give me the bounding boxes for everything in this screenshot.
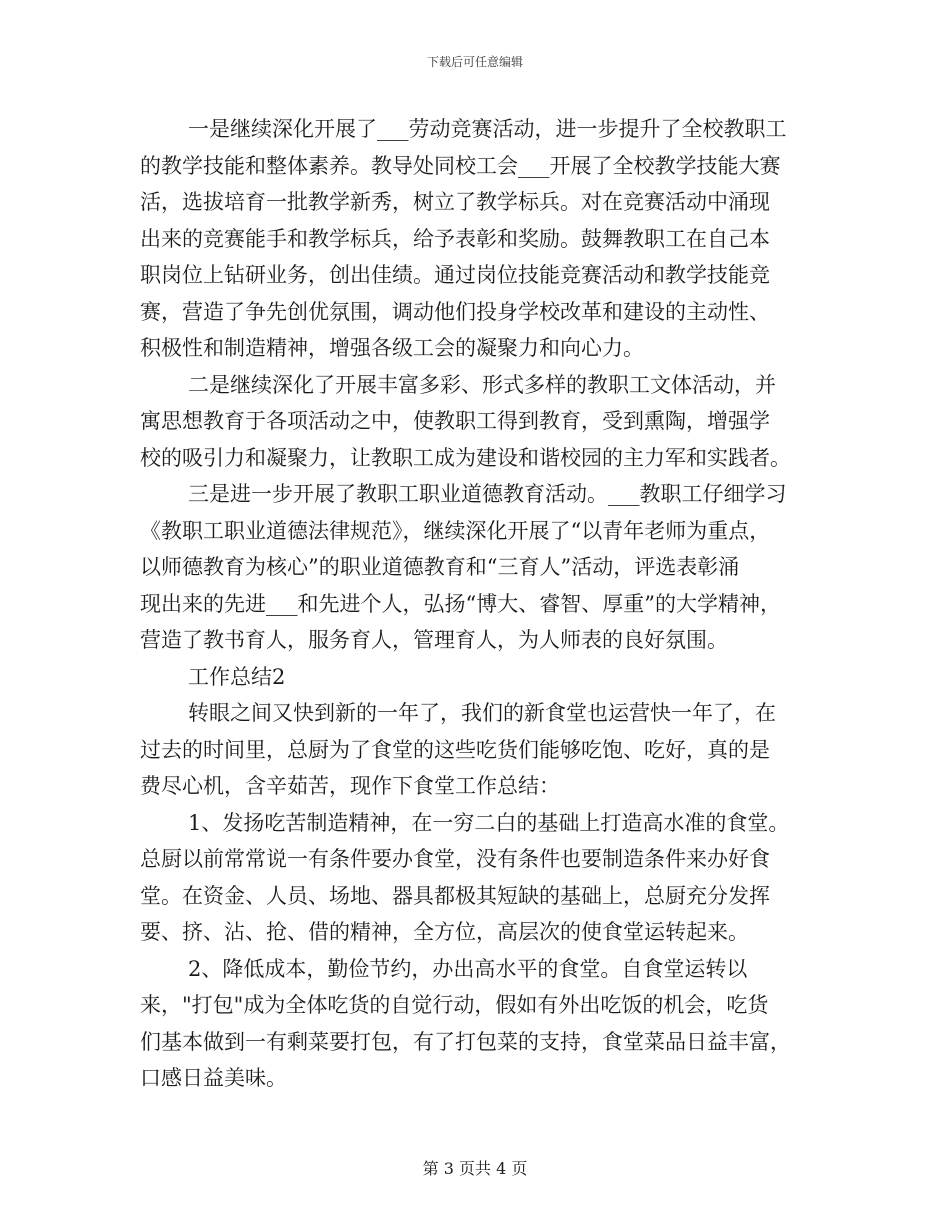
page-footer: 第 3 页共 4 页 bbox=[422, 1159, 528, 1178]
document-body bbox=[140, 111, 815, 1097]
text-line: 校的吸引力和凝聚力，让教职工成为建设和谐校园的主力军和实践者。 bbox=[140, 445, 791, 470]
text-line: 1、发扬吃苦制造精神，在一穷二白的基础上打造高水准的食堂。 bbox=[188, 810, 790, 835]
text-line: 职岗位上钻研业务，创出佳绩。通过岗位技能竞赛活动和教学技能竞 bbox=[140, 263, 770, 287]
text-line: 来，"打包"成为全体吃货的自觉行动，假如有外出吃饭的机会，吃货 bbox=[140, 993, 769, 1017]
text-line: 口感日益美味。 bbox=[140, 1066, 287, 1090]
text-line: 以师德教育为核心”的职业道德教育和“三育人”活动，评选表彰涌 bbox=[140, 555, 740, 579]
text-line: 积极性和制造精神，增强各级工会的凝聚力和向心力。 bbox=[140, 336, 644, 360]
text-line: 《教职工职业道德法律规范》，继续深化开展了“以青年老师为重点， bbox=[140, 518, 771, 543]
text-line: 赛，营造了争先创优氛围，调动他们投身学校改革和建设的主动性、 bbox=[140, 299, 770, 324]
section-heading: 工作总结2 bbox=[188, 664, 286, 689]
text-line: 寓思想教育于各项活动之中，使教职工得到教育，受到熏陶，增强学 bbox=[140, 409, 770, 433]
page-header: 下载后可任意编辑 bbox=[426, 55, 523, 69]
text-line: 们基本做到一有剩菜要打包，有了打包菜的支持，食堂菜品日益丰富， bbox=[140, 1029, 791, 1054]
text-line: 过去的时间里，总厨为了食堂的这些吃货们能够吃饱、吃好，真的是 bbox=[140, 737, 770, 762]
text-line: 2、降低成本，勤俭节约，办出高水平的食堂。自食堂运转以 bbox=[188, 956, 748, 981]
text-line: 一是继续深化开展了___劳动竞赛活动，进一步提升了全校教职工 bbox=[188, 117, 787, 141]
text-line: 堂。在资金、人员、场地、器具都极其短缺的基础上，总厨充分发挥 bbox=[140, 883, 770, 908]
text-line: 费尽心机，含辛茹苦，现作下食堂工作总结： bbox=[140, 774, 560, 798]
text-line: 营造了教书育人，服务育人，管理育人，为人师表的良好氛围。 bbox=[140, 628, 728, 652]
text-line: 现出来的先进___和先进个人，弘扬“博大、睿智、厚重”的大学精神， bbox=[140, 591, 781, 616]
text-line: 三是进一步开展了教职工职业道德教育活动。___教职工仔细学习 bbox=[188, 482, 787, 506]
text-line: 出来的竞赛能手和教学标兵，给予表彰和奖励。鼓舞教职工在自己本 bbox=[140, 226, 770, 251]
text-line: 总厨以前常常说一有条件要办食堂，没有条件也要制造条件来办好食 bbox=[140, 847, 770, 871]
text-line: 要、挤、沾、抢、借的精神，全方位，高层次的使食堂运转起来。 bbox=[140, 920, 749, 944]
text-line: 二是继续深化了开展丰富多彩、形式多样的教职工文体活动，并 bbox=[188, 372, 776, 397]
text-line: 转眼之间又快到新的一年了，我们的新食堂也运营快一年了，在 bbox=[188, 701, 776, 725]
text-line: 活，选拔培育一批教学新秀，树立了教学标兵。对在竞赛活动中涌现 bbox=[140, 190, 770, 214]
text-line: 的教学技能和整体素养。教导处同校工会___开展了全校教学技能大赛 bbox=[140, 153, 781, 178]
